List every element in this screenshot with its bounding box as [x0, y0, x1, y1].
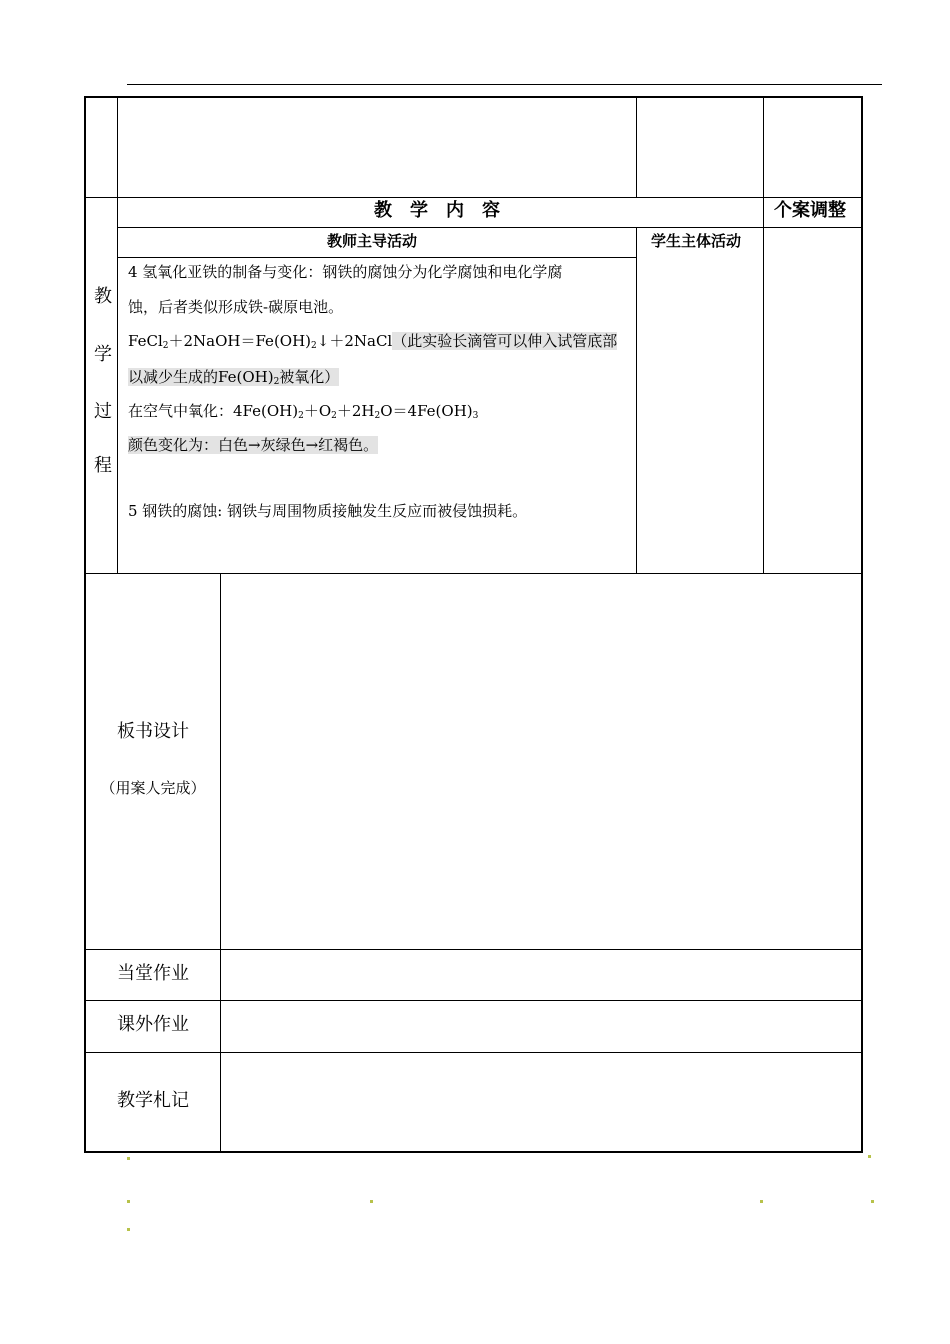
- content-line-1: 4 氢氧化亚铁的制备与变化：钢铁的腐蚀分为化学腐蚀和电化学腐: [128, 263, 563, 281]
- row-line-3: [117, 257, 636, 258]
- process-label-char-1: 教: [94, 286, 112, 307]
- label-column-line: [220, 574, 221, 1152]
- experiment-note-2: 以减少生成的$Fe(OH)_2$被氧化）: [128, 368, 340, 387]
- table-right-border: [861, 96, 863, 1153]
- row-line-2: [117, 227, 763, 228]
- process-label-char-2: 学: [94, 344, 112, 365]
- color-change-line: 颜色变化为：白色→灰绿色→红褐色。: [128, 436, 379, 454]
- class-hw-bottom-line: [84, 1000, 863, 1001]
- table-left-border: [84, 96, 86, 1153]
- oxidation-equation: 在空气中氧化：$4Fe(OH)_2+O_2+2H_2O=4Fe(OH)_3$: [128, 402, 479, 421]
- outside-homework-label: 课外作业: [117, 1014, 189, 1035]
- student-column-line-top: [636, 96, 637, 198]
- decorative-dot: [127, 1200, 130, 1203]
- decorative-dot: [868, 1155, 871, 1158]
- board-bottom-line: [84, 949, 863, 950]
- equation-1: $FeCl_2+2NaOH=Fe(OH)_2↓+2NaCl$（此实验长滴管可以伸入试管底部: [128, 332, 618, 351]
- table-bottom-border: [84, 1151, 863, 1153]
- decorative-dot: [760, 1200, 763, 1203]
- student-column-line: [636, 228, 637, 574]
- process-label-char-4: 程: [94, 455, 112, 476]
- board-design-sublabel: （用案人完成）: [100, 779, 206, 797]
- section-header: 教 学 内 容: [374, 200, 500, 221]
- decorative-dot: [127, 1228, 130, 1231]
- experiment-note-1: （此实验长滴管可以伸入试管底部: [392, 332, 618, 350]
- class-homework-label: 当堂作业: [117, 963, 189, 984]
- table-top-border: [84, 96, 863, 98]
- process-label-char-3: 过: [94, 401, 112, 422]
- decorative-dot: [871, 1200, 874, 1203]
- out-hw-bottom-line: [84, 1052, 863, 1053]
- decorative-dot: [127, 1157, 130, 1160]
- section-divider: [84, 573, 863, 574]
- teacher-header: 教师主导活动: [327, 232, 418, 250]
- row-line-1: [84, 197, 863, 198]
- decorative-dot: [370, 1200, 373, 1203]
- header-rule: [127, 84, 882, 85]
- board-design-label: 板书设计: [117, 721, 189, 742]
- student-header: 学生主体活动: [651, 232, 742, 250]
- adjust-header: 个案调整: [774, 200, 846, 221]
- left-narrow-column-line: [117, 96, 118, 574]
- row-line-3b: [763, 227, 863, 228]
- adjust-column-line: [763, 96, 764, 574]
- content-line-2: 蚀，后者类似形成铁-碳原电池。: [128, 298, 344, 316]
- teaching-notes-label: 教学札记: [117, 1090, 189, 1111]
- content-line-5: 5 钢铁的腐蚀: 钢铁与周围物质接触发生反应而被侵蚀损耗。: [128, 502, 528, 520]
